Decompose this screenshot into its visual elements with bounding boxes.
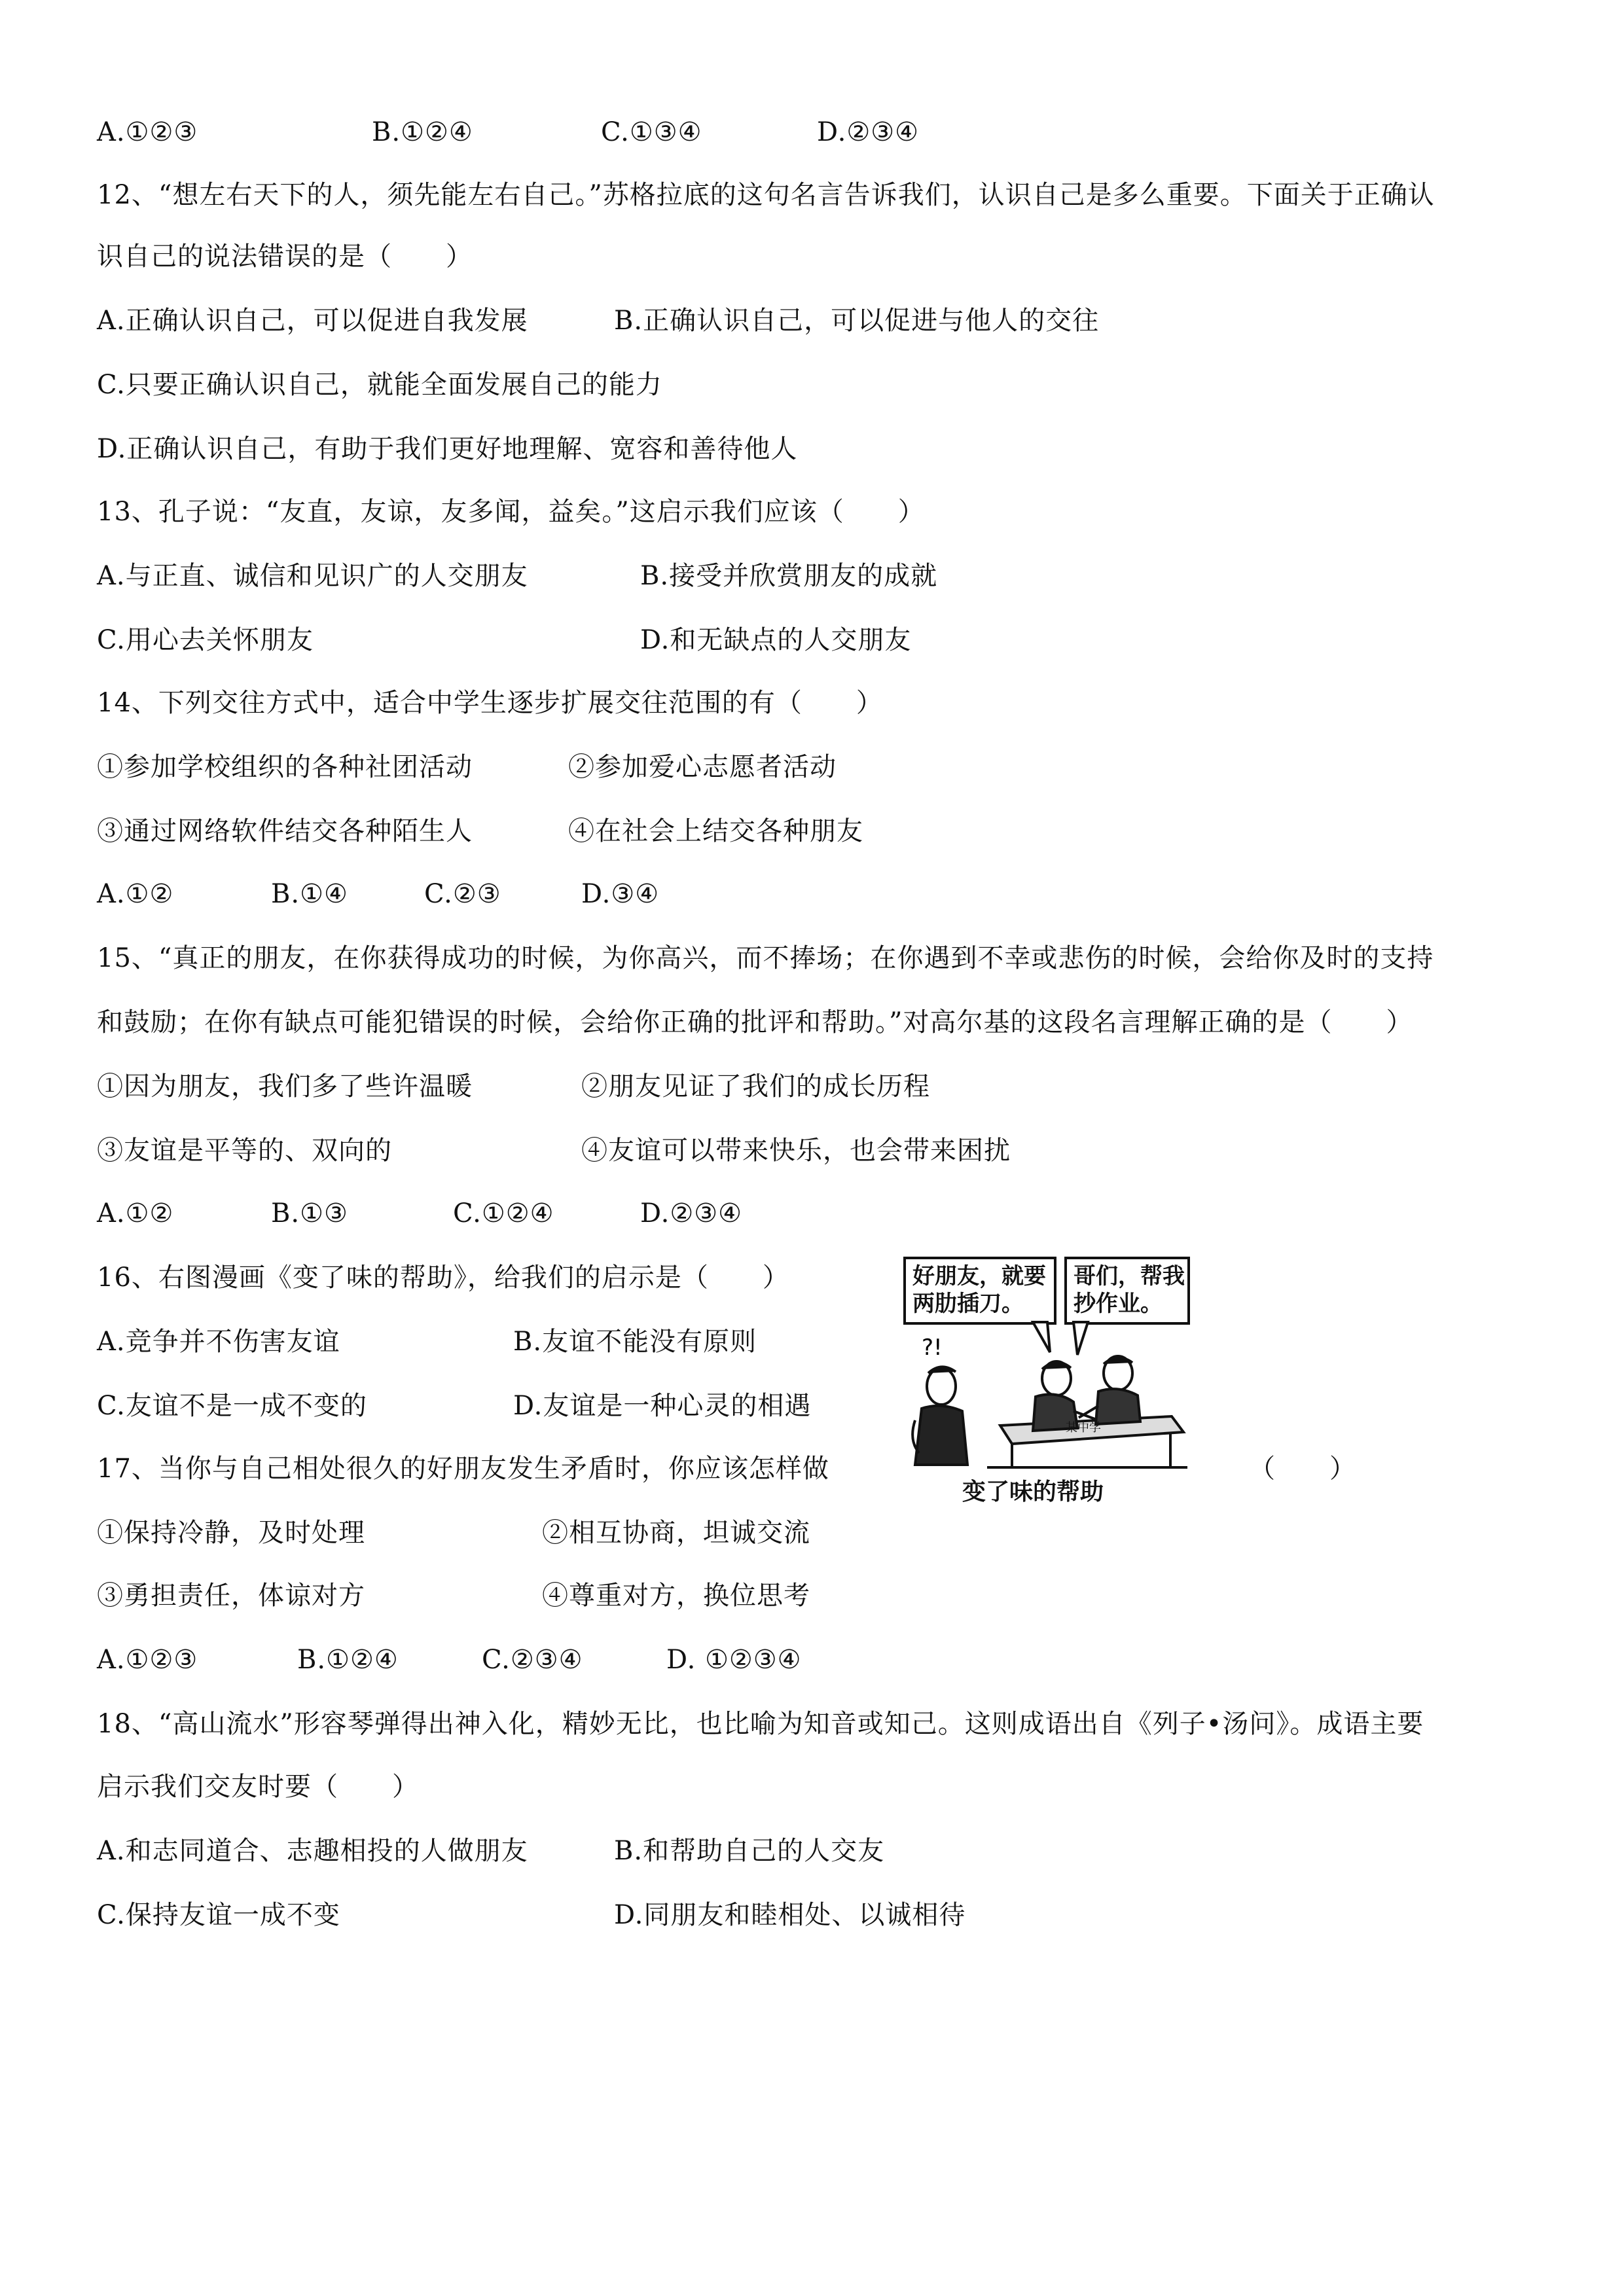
q17-item-2: ②相互协商，坦诚交流 [542, 1518, 810, 1548]
q18-stem-line2: 启示我们交友时要（ ） [97, 1772, 419, 1802]
q14-stem: 14、下列交往方式中，适合中学生逐步扩展交往范围的有（ ） [97, 688, 883, 718]
q18-stem-line1: 18、“高山流水”形容琴弹得出神入化，精妙无比，也比喻为知音或知己。这则成语出自《列子•汤问》。成语主要 [97, 1709, 1424, 1739]
q17-option-b: B.①②④ [297, 1645, 399, 1675]
q15-item-2: ②朋友见证了我们的成长历程 [581, 1071, 930, 1102]
right-bubble-line1: 哥们，帮我 [1074, 1263, 1185, 1289]
q14-item-1: ①参加学校组织的各种社团活动 [97, 752, 473, 782]
q17-stem: 17、当你与自己相处很久的好朋友发生矛盾时，你应该怎样做 [97, 1454, 829, 1484]
q14-option-b: B.①④ [271, 879, 348, 909]
q17-item-1: ①保持冷静，及时处理 [97, 1518, 365, 1548]
q16-option-b: B.友谊不能没有原则 [513, 1327, 757, 1357]
q13-option-d: D.和无缺点的人交朋友 [640, 625, 912, 655]
q12-stem-line1: 12、“想左右天下的人，须先能左右自己。”苏格拉底的这句名言告诉我们，认识自己是多么重要。下面关于正确认 [97, 180, 1435, 210]
q12-option-d: D.正确认识自己，有助于我们更好地理解、宽容和善待他人 [97, 434, 798, 464]
q15-option-c: C.①②④ [453, 1198, 554, 1229]
q14-option-a: A.①② [97, 879, 174, 909]
q11-option-a: A.①②③ [97, 117, 198, 147]
cartoon-illustration [902, 1257, 1190, 1473]
q11-option-c: C.①③④ [601, 117, 702, 147]
q14-option-c: C.②③ [424, 879, 501, 909]
q15-stem-line1: 15、“真正的朋友，在你获得成功的时候，为你高兴，而不捧场；在你遇到不幸或悲伤的时候，会给你及时的支持 [97, 943, 1434, 973]
q15-option-d: D.②③④ [640, 1198, 742, 1229]
q14-item-4: ④在社会上结交各种朋友 [568, 816, 863, 846]
q13-stem: 13、孔子说：“友直，友谅，友多闻，益矣。”这启示我们应该（ ） [97, 497, 925, 527]
student-figure-right [1079, 1356, 1140, 1424]
q15-item-1: ①因为朋友，我们多了些许温暖 [97, 1071, 473, 1102]
left-bubble-tail [1033, 1322, 1050, 1352]
q17-answer-paren: （ ） [1249, 1454, 1356, 1484]
left-bubble-line2: 两肋插刀。 [912, 1291, 1024, 1317]
q15-option-b: B.①③ [271, 1198, 348, 1229]
q12-stem-line2: 识自己的说法错误的是（ ） [97, 242, 473, 272]
q16-stem: 16、右图漫画《变了味的帮助》，给我们的启示是（ ） [97, 1263, 789, 1293]
q17-option-d: D. ①②③④ [666, 1645, 802, 1675]
q18-option-b: B.和帮助自己的人交友 [614, 1836, 885, 1866]
q12-option-c: C.只要正确认识自己，就能全面发展自己的能力 [97, 370, 662, 400]
q11-option-b: B.①②④ [372, 117, 473, 147]
question-marks: ?! [922, 1335, 943, 1361]
q16-option-a: A.竞争并不伤害友谊 [97, 1327, 340, 1357]
cartoon-caption: 变了味的帮助 [962, 1479, 1104, 1505]
q13-option-b: B.接受并欣赏朋友的成就 [640, 561, 938, 591]
q18-option-c: C.保持友谊一成不变 [97, 1900, 340, 1930]
left-bubble-line1: 好朋友，就要 [912, 1263, 1046, 1289]
q18-option-d: D.同朋友和睦相处、以诚相待 [614, 1900, 966, 1930]
desk-label: 某中学 [1066, 1421, 1101, 1435]
q14-item-3: ③通过网络软件结交各种陌生人 [97, 816, 473, 846]
q15-item-3: ③友谊是平等的、双向的 [97, 1136, 392, 1166]
q13-option-c: C.用心去关怀朋友 [97, 625, 314, 655]
q17-item-3: ③勇担责任，体谅对方 [97, 1581, 365, 1611]
q16-option-d: D.友谊是一种心灵的相遇 [513, 1391, 812, 1421]
q18-option-a: A.和志同道合、志趣相投的人做朋友 [97, 1836, 528, 1866]
q14-option-d: D.③④ [581, 879, 660, 909]
q15-item-4: ④友谊可以带来快乐，也会带来困扰 [581, 1136, 1011, 1166]
q15-stem-line2: 和鼓励；在你有缺点可能犯错误的时候，会给你正确的批评和帮助。”对高尔基的这段名言理解正确的是（ ） [97, 1007, 1413, 1037]
right-bubble-tail [1074, 1322, 1088, 1355]
right-bubble-line2: 抄作业。 [1074, 1291, 1163, 1317]
q16-option-c: C.友谊不是一成不变的 [97, 1391, 367, 1421]
q12-option-b: B.正确认识自己，可以促进与他人的交往 [614, 306, 1100, 336]
q14-item-2: ②参加爱心志愿者活动 [568, 752, 837, 782]
q11-option-d: D.②③④ [817, 117, 919, 147]
q13-option-a: A.与正直、诚信和见识广的人交朋友 [97, 561, 528, 591]
q15-option-a: A.①② [97, 1198, 174, 1229]
q17-option-c: C.②③④ [482, 1645, 583, 1675]
q17-item-4: ④尊重对方，换位思考 [542, 1581, 810, 1611]
q17-option-a: A.①②③ [97, 1645, 198, 1675]
q12-option-a: A.正确认识自己，可以促进自我发展 [97, 306, 528, 336]
observer-figure [912, 1367, 967, 1465]
